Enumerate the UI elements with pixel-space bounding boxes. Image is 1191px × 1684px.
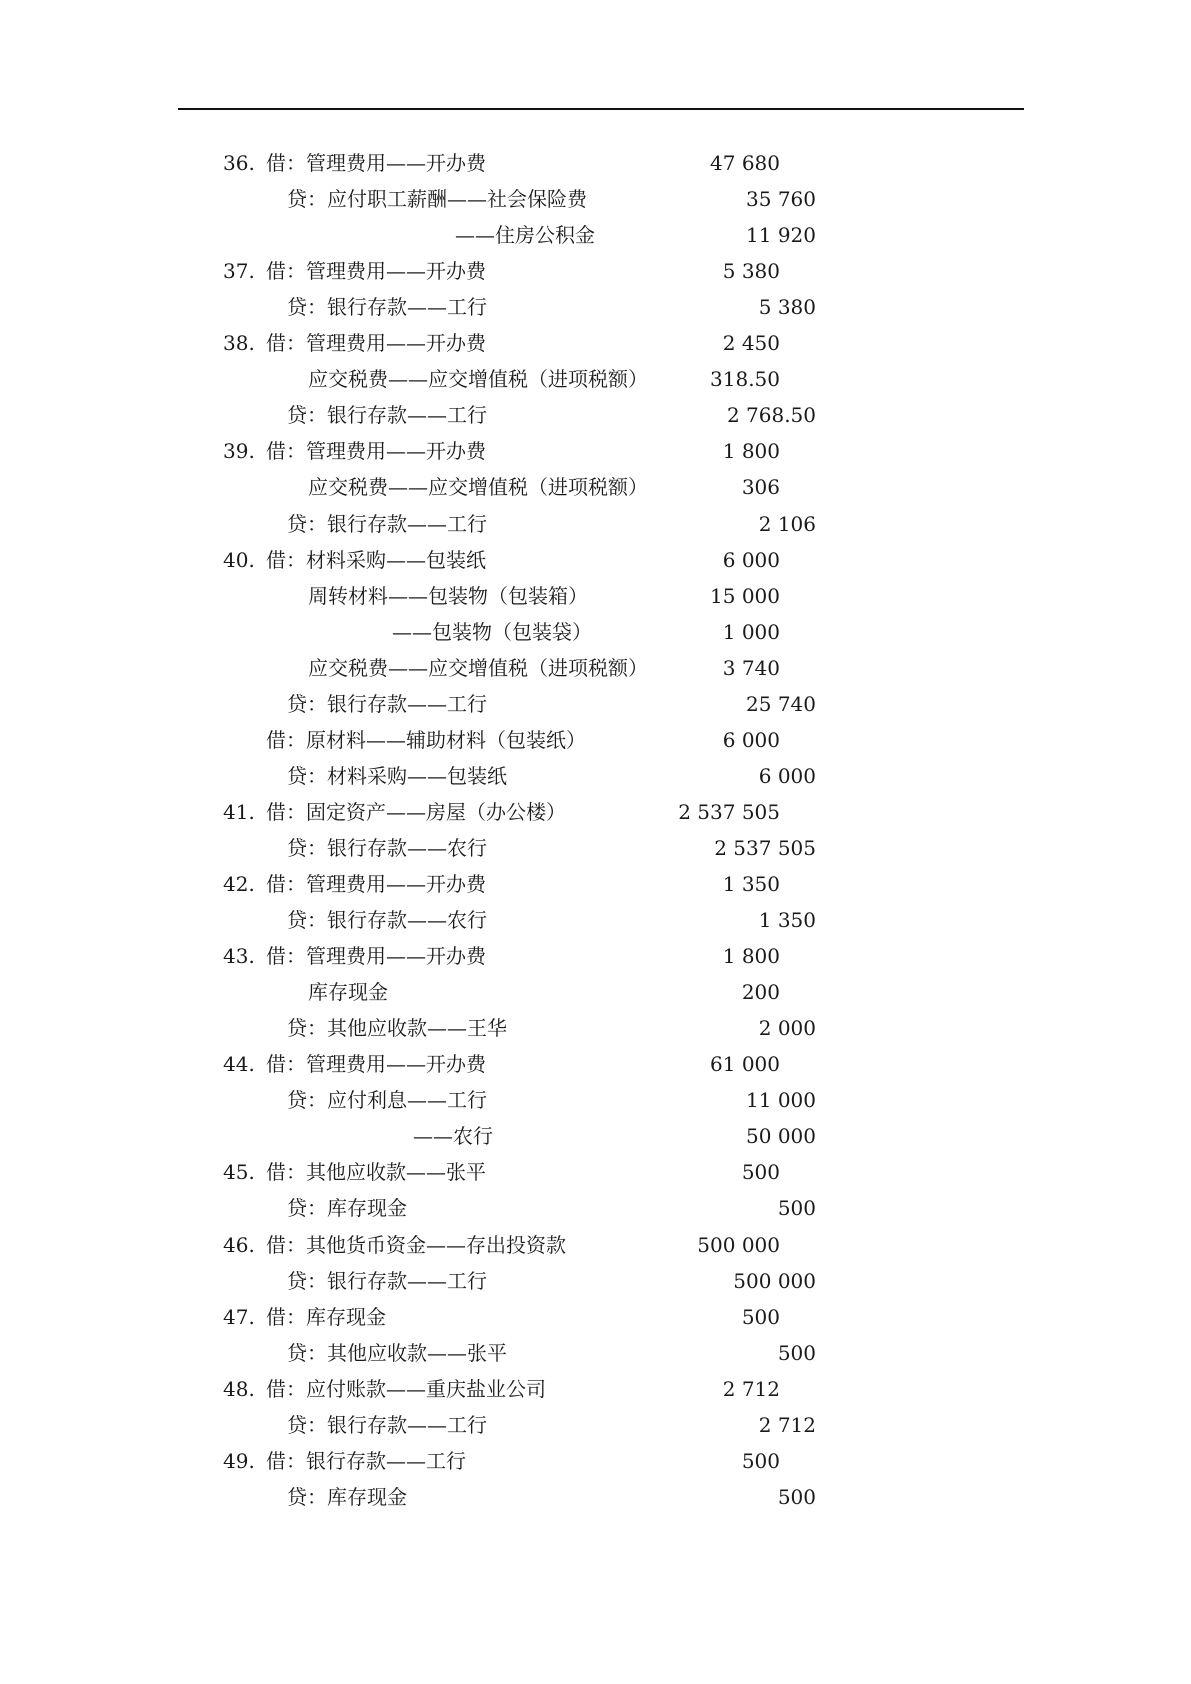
credit-amount: 1 350 [758, 908, 816, 933]
credit-amount: 2 537 505 [714, 835, 816, 860]
debit-amount: 15 000 [710, 583, 780, 608]
entry-number: 43. [223, 944, 255, 969]
entry-line [0, 1302, 1191, 1332]
debit-amount: 1 800 [722, 439, 780, 464]
account-title: 应交税费——应交增值税（进项税额） [308, 475, 648, 500]
credit-amount: 500 [777, 1196, 816, 1221]
credit-amount: 25 740 [746, 691, 816, 716]
debit-amount: 47 680 [710, 151, 780, 175]
entry-line [0, 1338, 1191, 1368]
credit-amount: 2 000 [758, 1016, 816, 1041]
credit-amount: 2 712 [758, 1412, 816, 1437]
account-title: 贷：银行存款——工行 [287, 295, 487, 320]
entry-line [0, 1482, 1191, 1512]
entry-line [0, 292, 1191, 322]
entry-line [0, 1121, 1191, 1151]
account-title: 借：库存现金 [266, 1304, 386, 1329]
account-title: ——农行 [413, 1124, 493, 1149]
entry-number: 47. [223, 1304, 255, 1329]
account-title: ——住房公积金 [455, 223, 595, 248]
entry-number: 37. [223, 259, 255, 284]
entry-line [0, 1374, 1191, 1404]
entry-line [0, 1049, 1191, 1079]
entry-line [0, 1410, 1191, 1440]
credit-amount: 6 000 [758, 763, 816, 788]
account-title: 借：管理费用——开办费 [266, 331, 486, 356]
account-title: 周转材料——包装物（包装箱） [308, 583, 588, 608]
entry-line [0, 1193, 1191, 1223]
entry-line [0, 148, 1191, 178]
entry-line [0, 1013, 1191, 1043]
debit-amount: 1 000 [722, 619, 780, 644]
entry-number: 44. [223, 1052, 255, 1077]
entry-line [0, 1085, 1191, 1115]
credit-amount: 35 760 [746, 187, 816, 212]
account-title: 应交税费——应交增值税（进项税额） [308, 367, 648, 392]
account-title: 借：固定资产——房屋（办公楼） [266, 799, 566, 824]
entry-number: 39. [223, 439, 255, 464]
debit-amount: 2 537 505 [678, 799, 780, 824]
entry-line [0, 1230, 1191, 1260]
account-title: 贷：银行存款——农行 [287, 908, 487, 933]
entry-line [0, 725, 1191, 755]
entry-line [0, 977, 1191, 1007]
account-title: 借：管理费用——开办费 [266, 944, 486, 969]
entry-line [0, 1157, 1191, 1187]
credit-amount: 500 [777, 1484, 816, 1509]
debit-amount: 500 [741, 1304, 780, 1329]
account-title: 借：材料采购——包装纸 [266, 547, 486, 572]
entry-number: 49. [223, 1448, 255, 1473]
account-title: 贷：其他应收款——张平 [287, 1340, 507, 1365]
credit-amount: 11 920 [746, 223, 816, 248]
entry-number: 38. [223, 331, 255, 356]
entry-number: 45. [223, 1160, 255, 1185]
debit-amount: 61 000 [710, 1052, 780, 1077]
debit-amount: 500 [741, 1448, 780, 1473]
entry-line [0, 400, 1191, 430]
debit-amount: 6 000 [722, 727, 780, 752]
account-title: 库存现金 [308, 980, 388, 1005]
account-title: 借：管理费用——开办费 [266, 1052, 486, 1077]
account-title: 贷：银行存款——工行 [287, 1412, 487, 1437]
debit-amount: 6 000 [722, 547, 780, 572]
entry-line [0, 256, 1191, 286]
entry-line [0, 653, 1191, 683]
entry-line [0, 833, 1191, 863]
entry-line [0, 328, 1191, 358]
entry-line [0, 689, 1191, 719]
debit-amount: 318.50 [710, 367, 780, 392]
account-title: 贷：银行存款——工行 [287, 511, 487, 536]
account-title: 借：管理费用——开办费 [266, 259, 486, 284]
account-title: 贷：材料采购——包装纸 [287, 763, 507, 788]
account-title: 贷：库存现金 [287, 1196, 407, 1221]
account-title: 贷：银行存款——工行 [287, 403, 487, 428]
debit-amount: 200 [741, 980, 780, 1005]
account-title: 贷：应付职工薪酬——社会保险费 [287, 187, 587, 212]
account-title: 借：应付账款——重庆盐业公司 [266, 1376, 546, 1401]
entry-number: 41. [223, 799, 255, 824]
debit-amount: 2 712 [722, 1376, 780, 1401]
entry-line [0, 509, 1191, 539]
credit-amount: 2 106 [758, 511, 816, 536]
entry-number: 42. [223, 872, 255, 896]
account-title: 应交税费——应交增值税（进项税额） [308, 655, 648, 680]
entry-line [0, 184, 1191, 214]
entry-number: 40. [223, 547, 255, 572]
account-title: 贷：其他应收款——王华 [287, 1016, 507, 1041]
entry-line [0, 797, 1191, 827]
entry-number: 36. [223, 151, 255, 175]
account-title: 借：其他应收款——张平 [266, 1160, 486, 1185]
credit-amount: 50 000 [746, 1124, 816, 1149]
debit-amount: 1 350 [722, 872, 780, 896]
debit-amount: 306 [741, 475, 780, 500]
debit-amount: 5 380 [722, 259, 780, 284]
entry-number: 48. [223, 1376, 255, 1401]
account-title: 借：银行存款——工行 [266, 1448, 466, 1473]
account-title: 借：管理费用——开办费 [266, 151, 486, 175]
entry-line [0, 941, 1191, 971]
credit-amount: 5 380 [758, 295, 816, 320]
account-title: 贷：应付利息——工行 [287, 1088, 487, 1113]
entry-line [0, 581, 1191, 611]
debit-amount: 1 800 [722, 944, 780, 969]
credit-amount: 500 [777, 1340, 816, 1365]
credit-amount: 2 768.50 [726, 403, 816, 428]
account-title: 贷：银行存款——农行 [287, 835, 487, 860]
account-title: 借：管理费用——开办费 [266, 872, 486, 896]
entry-line [0, 436, 1191, 466]
entry-line [0, 869, 1191, 899]
account-title: ——包装物（包装袋） [392, 619, 592, 644]
entry-line [0, 1266, 1191, 1296]
entry-line [0, 1446, 1191, 1476]
account-title: 贷：银行存款——工行 [287, 691, 487, 716]
account-title: 贷：库存现金 [287, 1484, 407, 1509]
entry-line [0, 364, 1191, 394]
entry-line [0, 472, 1191, 502]
entry-line [0, 617, 1191, 647]
credit-amount: 500 000 [733, 1268, 816, 1293]
account-title: 借：原材料——辅助材料（包装纸） [266, 727, 586, 752]
credit-amount: 11 000 [746, 1088, 816, 1113]
debit-amount: 2 450 [722, 331, 780, 356]
debit-amount: 500 000 [697, 1232, 780, 1257]
entry-line [0, 545, 1191, 575]
account-title: 借：其他货币资金——存出投资款 [266, 1232, 566, 1257]
debit-amount: 500 [741, 1160, 780, 1185]
debit-amount: 3 740 [722, 655, 780, 680]
account-title: 贷：银行存款——工行 [287, 1268, 487, 1293]
account-title: 借：管理费用——开办费 [266, 439, 486, 464]
entry-line [0, 761, 1191, 791]
entry-number: 46. [223, 1232, 255, 1257]
entry-line [0, 220, 1191, 250]
entry-line [0, 905, 1191, 935]
